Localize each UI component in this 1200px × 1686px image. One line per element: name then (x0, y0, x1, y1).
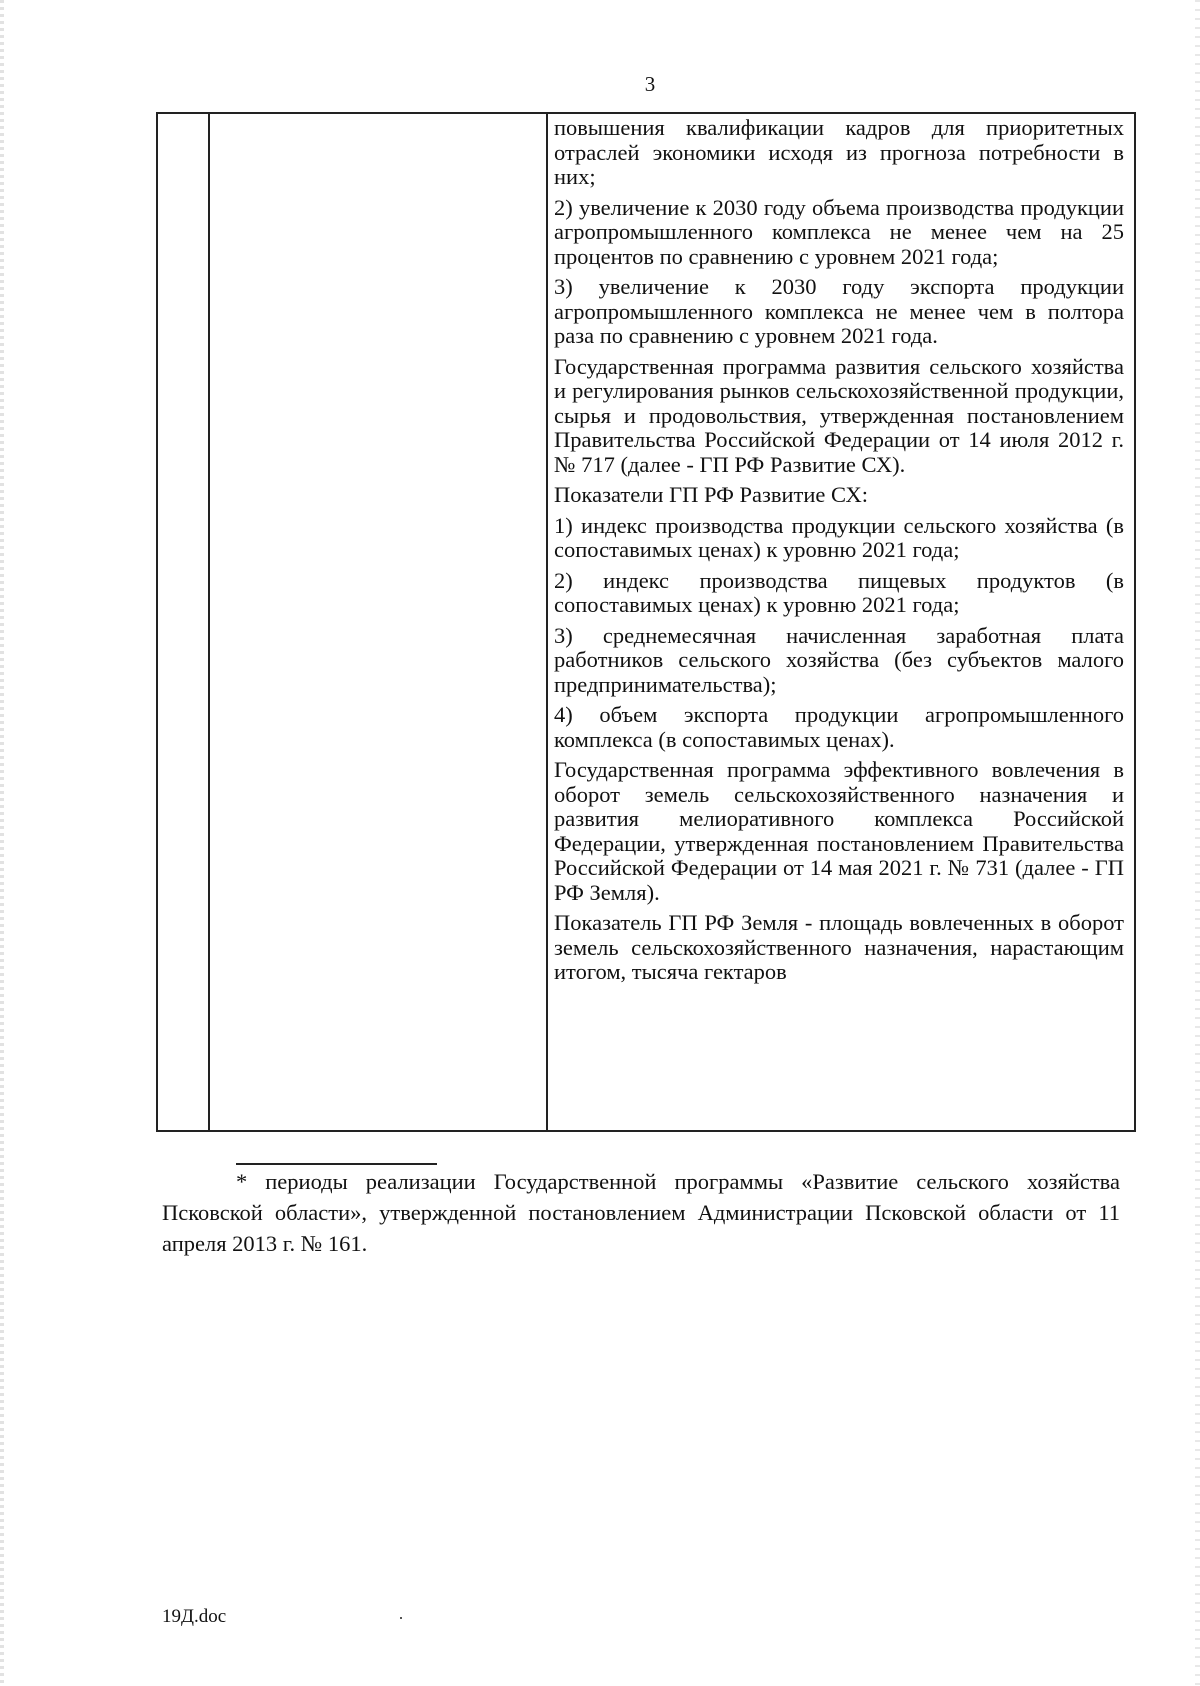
table-paragraph: Показатель ГП РФ Земля - площадь вовлеченных в оборот земель сельскохозяйственного назначения, нарастающим итогом, тысяча гектаров (554, 910, 1124, 984)
footnote-separator (236, 1163, 437, 1165)
table-paragraph: 3) среднемесячная начисленная заработная плата работников сельского хозяйства (без субъектов малого предпринимательства); (554, 622, 1124, 697)
scan-edge-left (0, 0, 4, 1686)
page-number: 3 (644, 72, 656, 96)
scan-artifact-dot (400, 1617, 402, 1619)
table-paragraph: Государственная программа развития сельского хозяйства и регулирования рынков сельскохозяйственной продукции, сырья и продовольствия, утвержденная постановлением Правительства Российской Федерации от 14 июля 2012 г. № 717 (далее - ГП РФ Развитие СХ). (554, 353, 1124, 477)
table-paragraph: Показатели ГП РФ Развитие СХ: (554, 482, 868, 507)
table-paragraph: Государственная программа эффективного вовлечения в оборот земель сельскохозяйственного назначения и развития мелиоративного комплекса Российской Федерации, утвержденная постановлением Правительства Российской Федерации от 14 мая 2021 г. № 731 (далее - ГП РФ Земля). (554, 757, 1124, 905)
table-paragraph: 3) увеличение к 2030 году экспорта продукции агропромышленного комплекса не менее чем в полтора раза по сравнению с уровнем 2021 года. (554, 274, 1124, 348)
table-paragraph: повышения квалификации кадров для приоритетных отраслей экономики исходя из прогноза потребности в них; (554, 115, 1124, 189)
document-filename: 19Д.doc (162, 1606, 227, 1627)
table-column-divider-1 (208, 114, 210, 1130)
table-paragraph: 1) индекс производства продукции сельского хозяйства (в сопоставимых ценах) к уровню 2021 года; (554, 512, 1124, 562)
table-paragraph: 4) объем экспорта продукции агропромышленного комплекса (в сопоставимых ценах). (554, 702, 1124, 752)
table-paragraph: 2) индекс производства пищевых продуктов (в сопоставимых ценах) к уровню 2021 года; (554, 567, 1124, 617)
footnote: * периоды реализации Государственной программы «Развитие сельского хозяйства Псковской области», утвержденной постановлением Администрации Псковской области от 11 апреля 2013 г. № 161. (162, 1169, 1120, 1256)
table-paragraph: 2) увеличение к 2030 году объема производства продукции агропромышленного комплекса не менее чем на 25 процентов по сравнению с уровнем 2021 года; (554, 194, 1124, 269)
document-table (156, 112, 1136, 1132)
table-column-divider-2 (546, 114, 548, 1130)
scan-edge-right (1195, 0, 1200, 1686)
table-text-column (554, 116, 1124, 991)
